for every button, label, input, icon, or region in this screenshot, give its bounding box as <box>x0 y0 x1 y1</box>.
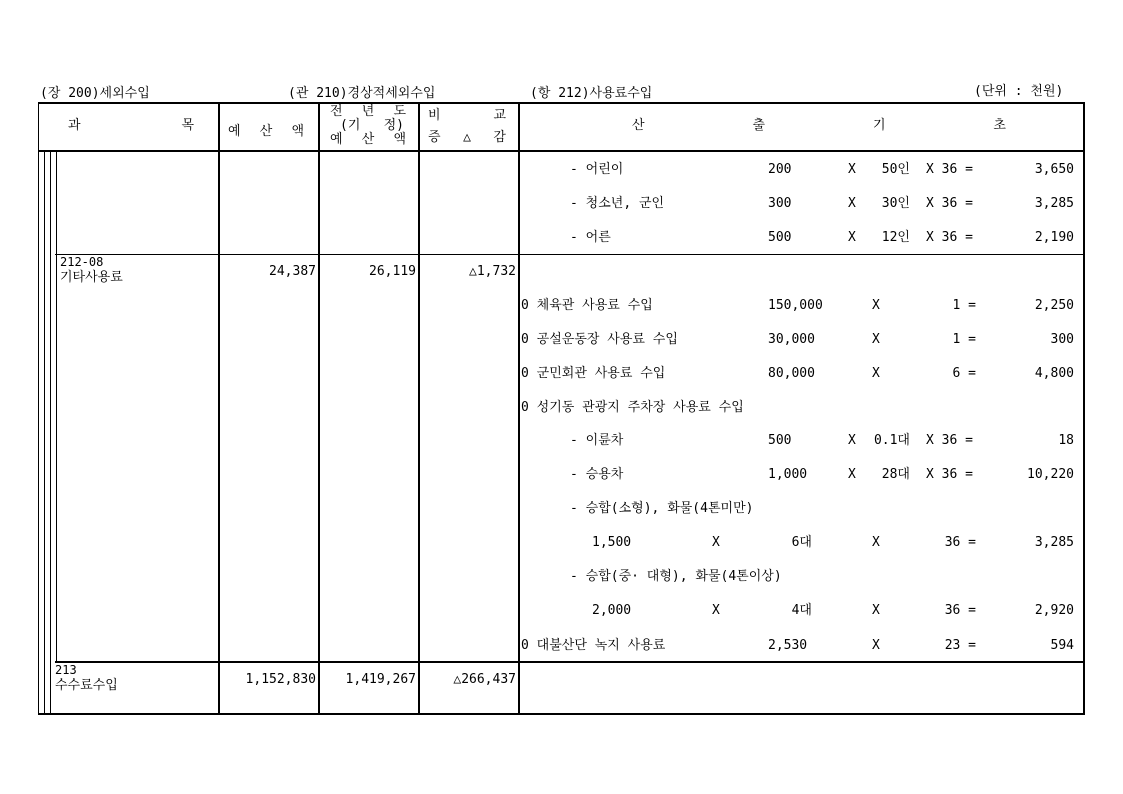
section2-prev: 1,419,267 <box>345 672 416 687</box>
header-basis: 산 출 기 초 <box>632 118 1006 133</box>
section2-name: 수수료수입 <box>55 678 118 693</box>
section2-budget: 1,152,830 <box>245 672 316 687</box>
section1-name: 기타사용료 <box>60 270 123 285</box>
header-increase-decrease: 증 △ 감 <box>428 130 506 145</box>
header-compare: 비 교 <box>428 108 506 123</box>
header-gwamok: 과 목 <box>68 118 194 133</box>
chapter-label: (장 200)세외수입 <box>40 86 150 101</box>
section1-code: 212-08 <box>60 255 104 269</box>
header-prev-fixed: (기 정) <box>340 118 404 133</box>
section1-budget: 24,387 <box>269 264 316 279</box>
unit-label: (단위 : 천원) <box>974 84 1064 99</box>
section-label: (관 210)경상적세외수입 <box>288 86 436 101</box>
section1-diff: △1,732 <box>469 264 516 279</box>
section1-prev: 26,119 <box>369 264 416 279</box>
header-prev-year: 전 년 도 <box>330 104 406 119</box>
header-prev-budget: 예 산 액 <box>330 132 406 147</box>
section2-code: 213 <box>55 663 77 677</box>
item-label: (항 212)사용료수입 <box>530 86 653 101</box>
header-budget: 예 산 액 <box>228 124 304 139</box>
section2-diff: △266,437 <box>453 672 516 687</box>
